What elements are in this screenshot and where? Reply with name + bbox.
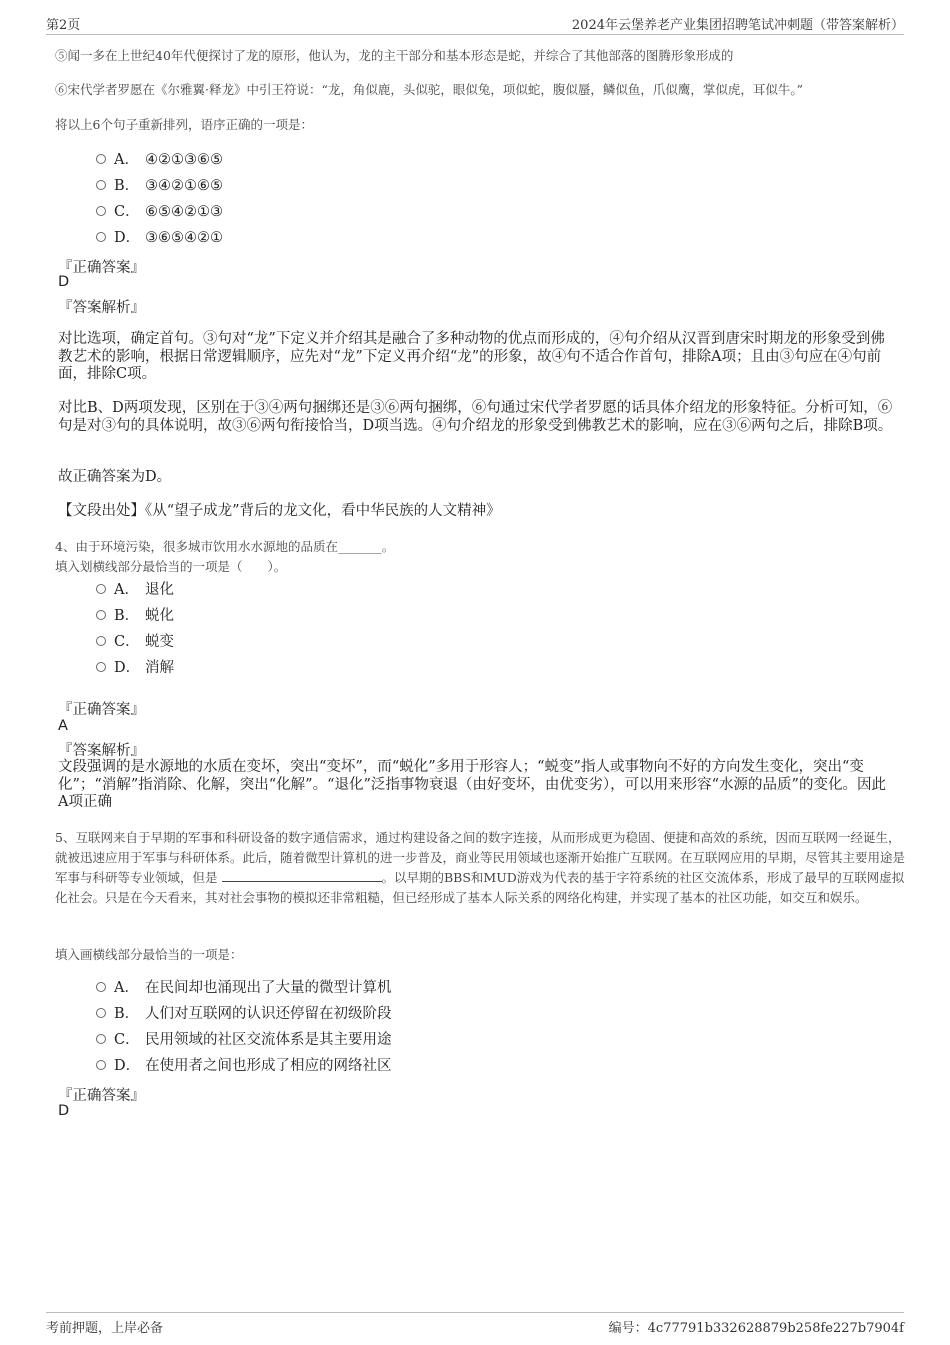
document-title: 2024年云堡养老产业集团招聘笔试冲刺题（带答案解析） xyxy=(571,18,904,33)
page-footer xyxy=(46,1312,904,1335)
radio-icon[interactable] xyxy=(96,1008,106,1018)
q4-analysis: 文段强调的是水源地的水质在变坏，突出“变坏”，而“蜕化”多用于形容人；“蜕变”指人或事物向不好的方向发生变化，突出“变化”；“消解”指消除、化解，突出“化解”。“退化”泛指事物衰退（由好变坏，由优变劣），可以用来形容“水源的品质”的变化。因此A项正确 xyxy=(58,759,886,810)
q4-analysis-label: 『答案解析』 xyxy=(58,743,145,759)
radio-icon[interactable] xyxy=(96,206,106,216)
q3-prompt: 将以上6个句子重新排列，语序正确的一项是： xyxy=(55,117,313,132)
fill-blank xyxy=(222,869,382,882)
page-number: 第2页 xyxy=(46,18,81,33)
footer-slogan: 考前押题，上岸必备 xyxy=(46,1321,164,1336)
q5-option-a[interactable]: A． 在民间却也涌现出了大量的微型计算机 xyxy=(96,978,392,998)
q3-sentence-5: ⑤闻一多在上世纪40年代便探讨了龙的原形，他认为，龙的主干部分和基本形态是蛇，并综合了其他部落的图腾形象形成的 xyxy=(55,48,734,63)
q4-option-c[interactable]: C． 蜕变 xyxy=(96,632,174,652)
q3-option-d[interactable]: D． ③⑥⑤④②① xyxy=(96,228,223,248)
q3-analysis-paragraph-1: 对比选项，确定首句。③句对“龙”下定义并介绍其是融合了多种动物的优点而形成的，④句介绍从汉晋到唐宋时期龙的形象受到佛教艺术的影响，根据日常逻辑顺序，应先对“龙”下定义再介绍“龙”的形象，故④句不适合作首句，排除A项；且由③句应在④句前面，排除C项。 xyxy=(58,331,885,382)
q3-source: 【文段出处】《从“望子成龙”背后的龙文化，看中华民族的人文精神》 xyxy=(58,503,501,519)
q5-option-c[interactable]: C． 民用领域的社区交流体系是其主要用途 xyxy=(96,1030,392,1050)
q4-option-a[interactable]: A． 退化 xyxy=(96,580,174,600)
q4-stem: 4、由于环境污染，很多城市饮用水水源地的品质在_______。 xyxy=(55,539,395,554)
radio-icon[interactable] xyxy=(96,982,106,992)
q3-analysis-paragraph-2: 对比B、D两项发现，区别在于③④两句捆绑还是③⑥两句捆绑，⑥句通过宋代学者罗愿的话具体介绍龙的形象特征。分析可知，⑥句是对③句的具体说明，故③⑥两句衔接恰当，D项当选。④句介绍龙的形象受到佛教艺术的影响，应在③⑥两句之后，排除B项。 xyxy=(58,400,893,434)
page-header xyxy=(46,14,904,35)
q3-option-c[interactable]: C． ⑥⑤④②①③ xyxy=(96,202,223,222)
q4-option-d[interactable]: D． 消解 xyxy=(96,658,174,678)
radio-icon[interactable] xyxy=(96,232,106,242)
q5-prompt: 填入画横线部分最恰当的一项是： xyxy=(55,947,243,962)
radio-icon[interactable] xyxy=(96,1060,106,1070)
q3-answer: D xyxy=(58,274,70,290)
q5-stem: 5、互联网来自于早期的军事和科研设备的数字通信需求，通过构建设备之间的数字连接，从而形成更为稳固、便捷和高效的系统，因而互联网一经诞生，就被迅速应用于军事与科研体系。此后，随着微型计算机的进一步普及，商业等民用领域也逐渐开始推广互联网。在互联网应用的早期，尽管其主要用途是军事与科研等专业领域，但是 。以早期的BBS和MUD游戏为代表的基于字符系统的社区交流体系，形成了最早的互联网虚拟化社会。只是在今天看来，其对社会事物的模拟还非常粗糙，但已经形成了基本人际关系的网络化构建，并实现了基本的社区功能，如交互和娱乐。 xyxy=(55,830,906,905)
q5-option-d[interactable]: D． 在使用者之间也形成了相应的网络社区 xyxy=(96,1056,392,1076)
q4-answer-label: 『正确答案』 xyxy=(58,702,145,718)
radio-icon[interactable] xyxy=(96,180,106,190)
radio-icon[interactable] xyxy=(96,610,106,620)
q5-answer: D xyxy=(58,1103,70,1119)
q3-answer-label: 『正确答案』 xyxy=(58,260,145,276)
q4-answer: A xyxy=(58,718,68,734)
q4-option-b[interactable]: B． 蜕化 xyxy=(96,606,174,626)
q5-answer-label: 『正确答案』 xyxy=(58,1088,145,1104)
radio-icon[interactable] xyxy=(96,636,106,646)
radio-icon[interactable] xyxy=(96,662,106,672)
q3-option-b[interactable]: B． ③④②①⑥⑤ xyxy=(96,176,223,196)
q5-option-b[interactable]: B． 人们对互联网的认识还停留在初级阶段 xyxy=(96,1004,392,1024)
radio-icon[interactable] xyxy=(96,154,106,164)
q3-analysis-conclusion: 故正确答案为D。 xyxy=(58,469,172,485)
q4-prompt: 填入划横线部分最恰当的一项是（ ）。 xyxy=(55,559,287,574)
document-serial: 编号：4c77791b332628879b258fe227b7904f xyxy=(608,1321,904,1336)
q3-analysis-label: 『答案解析』 xyxy=(58,300,145,316)
radio-icon[interactable] xyxy=(96,584,106,594)
q3-sentence-6: ⑥宋代学者罗愿在《尔雅翼·释龙》中引王符说：“龙，角似鹿，头似驼，眼似兔，项似蛇，腹似蜃，鳞似鱼，爪似鹰，掌似虎，耳似牛。” xyxy=(55,82,804,97)
radio-icon[interactable] xyxy=(96,1034,106,1044)
q3-option-a[interactable]: A． ④②①③⑥⑤ xyxy=(96,150,223,170)
